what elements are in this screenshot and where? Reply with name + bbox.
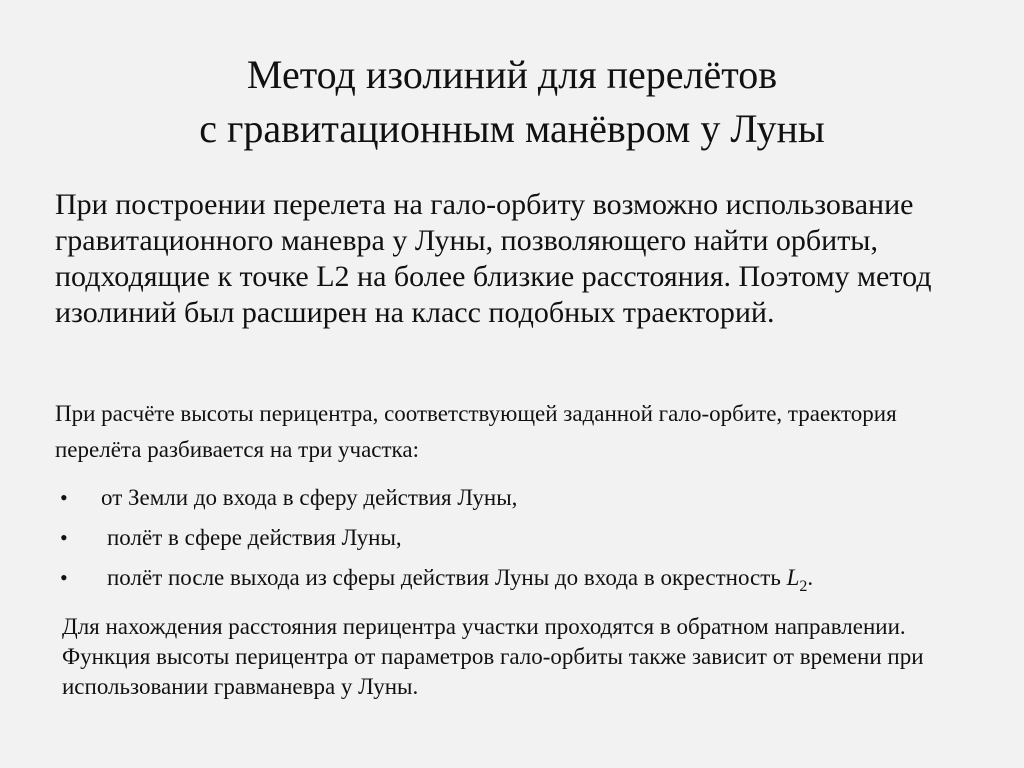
list-item-period: . [807,565,814,590]
list-item-text: от Земли до входа в сферу действия Луны, [101,485,518,510]
main-paragraph: При построении перелета на гало-орбиту возможно использование гравитационного маневра у Луны, позволяющего найти орбиты, подходящие к точке L2 на более близкие расстояния. Поэтому метод изолиний был расширен на класс подобных траекторий. [55,188,932,329]
bullet-icon: • [60,525,68,550]
bullet-icon: • [60,485,68,510]
math-symbol-l: L [786,565,800,590]
list-item-text: полёт в сфере действия Луны, [107,525,402,550]
list-item-text [107,558,813,607]
list-item-text-main: полёт после выхода из сферы действия Луны до входа в окрестность [107,565,787,590]
bullet-icon: • [60,565,68,590]
math-subscript: 2 [799,578,808,595]
slide-title [0,48,1024,156]
segment-list [0,478,1024,598]
calculation-paragraph: При расчёте высоты перицентра, соответствующей заданной гало-орбите, траектория перелёта разбивается на три участка: [55,401,897,462]
list-item [0,518,1024,558]
final-paragraph: Для нахождения расстояния перицентра участки проходятся в обратном направлении. Функция высоты перицентра от параметров гало-орбиты также зависит от времени при использовании гравманевра у Луны. [62,614,924,699]
slide-title-line-1: Метод изолиний для перелётов [246,52,778,97]
slide-title-line-2: с гравитационным манёвром у Луны [199,106,825,151]
list-item [0,558,1024,598]
list-item [0,478,1024,518]
